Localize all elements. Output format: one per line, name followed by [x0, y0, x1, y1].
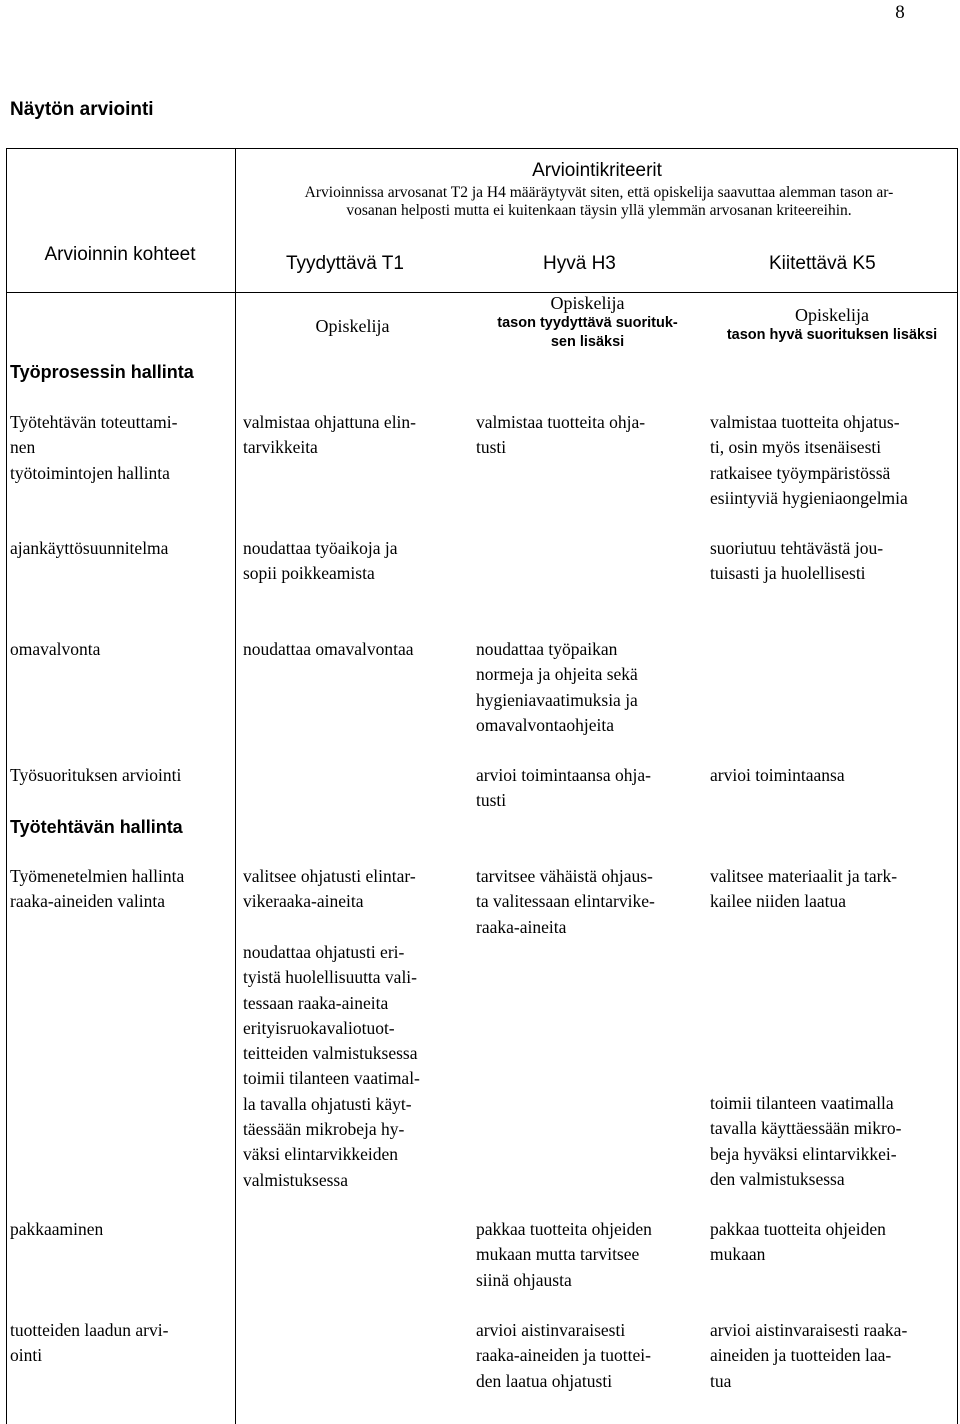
target-tyomenetelmien-hallinta: Työmenetelmien hallinta raaka-aineiden valinta	[10, 866, 185, 912]
target-tuotteiden-laadun-arviointi: tuotteiden laadun arvi- ointi	[10, 1320, 169, 1366]
cell-k5-row6: valitsee materiaalit ja tark- kailee niiden laatua	[710, 866, 898, 912]
cell-h3-row4: arvioi toimintaansa ohja- tusti	[476, 765, 651, 811]
target-tyoprosessin-hallinta: Työprosessin hallinta	[10, 362, 194, 382]
cell-h3-row3: noudattaa työpaikan normeja ja ohjeita sekä hygieniavaatimuksia ja omavalvontaohjeita	[476, 639, 638, 735]
cell-k5-row4: arvioi toimintaansa	[710, 765, 845, 785]
target-tyotehtavan-hallinta: Työtehtävän hallinta	[10, 817, 183, 837]
cell-t1-row7: noudattaa ohjatusti eri- tyistä huolellisuutta vali- tessaan raaka-aineita erityisruokavaliotuot- teitteiden valmistuksessa toimii tilanteen vaatimal- la tavalla ohjatusti käyt- täessään mikrobeja hy- väksi elintarvikkeiden valmistuksessa	[243, 942, 420, 1190]
level-k5	[706, 304, 958, 345]
level-k5-sub: tason hyvä suorituksen lisäksi	[726, 327, 938, 343]
row-header-label: Arvioinnin kohteet	[44, 244, 196, 265]
cell-h3-row9: arvioi aistinvaraisesti raaka-aineiden ja tuottei- den laatua ohjatusti	[476, 1320, 651, 1391]
cell-k5-row2: suoriutuu tehtävästä jou- tuisasti ja huolellisesti	[710, 538, 884, 584]
grade-t1: Tyydyttävä T1	[286, 253, 404, 274]
cell-t1-row6: valitsee ohjatusti elintar- vikeraaka-aineita	[243, 866, 416, 912]
cell-h3-row1: valmistaa tuotteita ohja- tusti	[476, 412, 646, 458]
cell-t1-row3: noudattaa omavalvontaa	[243, 639, 414, 659]
cell-t1-row1: valmistaa ohjattuna elin- tarvikkeita	[243, 412, 417, 458]
target-pakkaaminen: pakkaaminen	[10, 1219, 104, 1239]
target-ajankayttosuunnitelma: ajankäyttösuunnitelma	[10, 538, 169, 558]
level-t1	[240, 315, 465, 337]
level-t1-main: Opiskelija	[315, 316, 390, 336]
cell-k5-row7: toimii tilanteen vaatimalla tavalla käyttäessään mikro- beja hyväksi elintarvikkei- den valmistuksessa	[710, 1093, 902, 1189]
target-tyotehtavan-toteuttaminen: Työtehtävän toteuttami- nen työtoimintojen hallinta	[10, 412, 178, 483]
target-tyosuorituksen-arviointi: Työsuorituksen arviointi	[10, 765, 182, 785]
criteria-description: Arvioinnissa arvosanat T2 ja H4 määräytyvät siten, että opiskelija saavuttaa alemman tason ar- vosanan helposti mutta ei kuitenkaan täysin yllä ylemmän arvosanan kriteereihin.	[304, 184, 894, 219]
cell-k5-row9: arvioi aistinvaraisesti raaka- aineiden ja tuotteiden laa- tua	[710, 1320, 908, 1391]
level-h3-main: Opiskelija	[550, 293, 625, 313]
table-column-divider	[235, 148, 236, 1424]
cell-k5-row1: valmistaa tuotteita ohjatus- ti, osin myös itsenäisesti ratkaisee työympäristössä esiintyviä hygieniaongelmia	[710, 412, 908, 508]
cell-k5-row8: pakkaa tuotteita ohjeiden mukaan	[710, 1219, 886, 1265]
grade-k5: Kiitettävä K5	[769, 253, 876, 274]
cell-h3-row6: tarvitsee vähäistä ohjaus- ta valitessaan elintarvike- raaka-aineita	[476, 866, 655, 937]
level-h3	[470, 292, 705, 352]
section-title: Näytön arviointi	[10, 99, 154, 120]
cell-h3-row8: pakkaa tuotteita ohjeiden mukaan mutta tarvitsee siinä ohjausta	[476, 1219, 652, 1290]
target-omavalvonta: omavalvonta	[10, 639, 101, 659]
grade-h3: Hyvä H3	[543, 253, 616, 274]
level-h3-sub: tason tyydyttävä suorituk- sen lisäksi	[497, 315, 678, 350]
level-k5-main: Opiskelija	[795, 305, 869, 325]
cell-t1-row2: noudattaa työaikoja ja sopii poikkeamista	[243, 538, 398, 584]
criteria-title: Arviointikriteerit	[532, 160, 662, 181]
page-number: 8	[895, 2, 905, 23]
